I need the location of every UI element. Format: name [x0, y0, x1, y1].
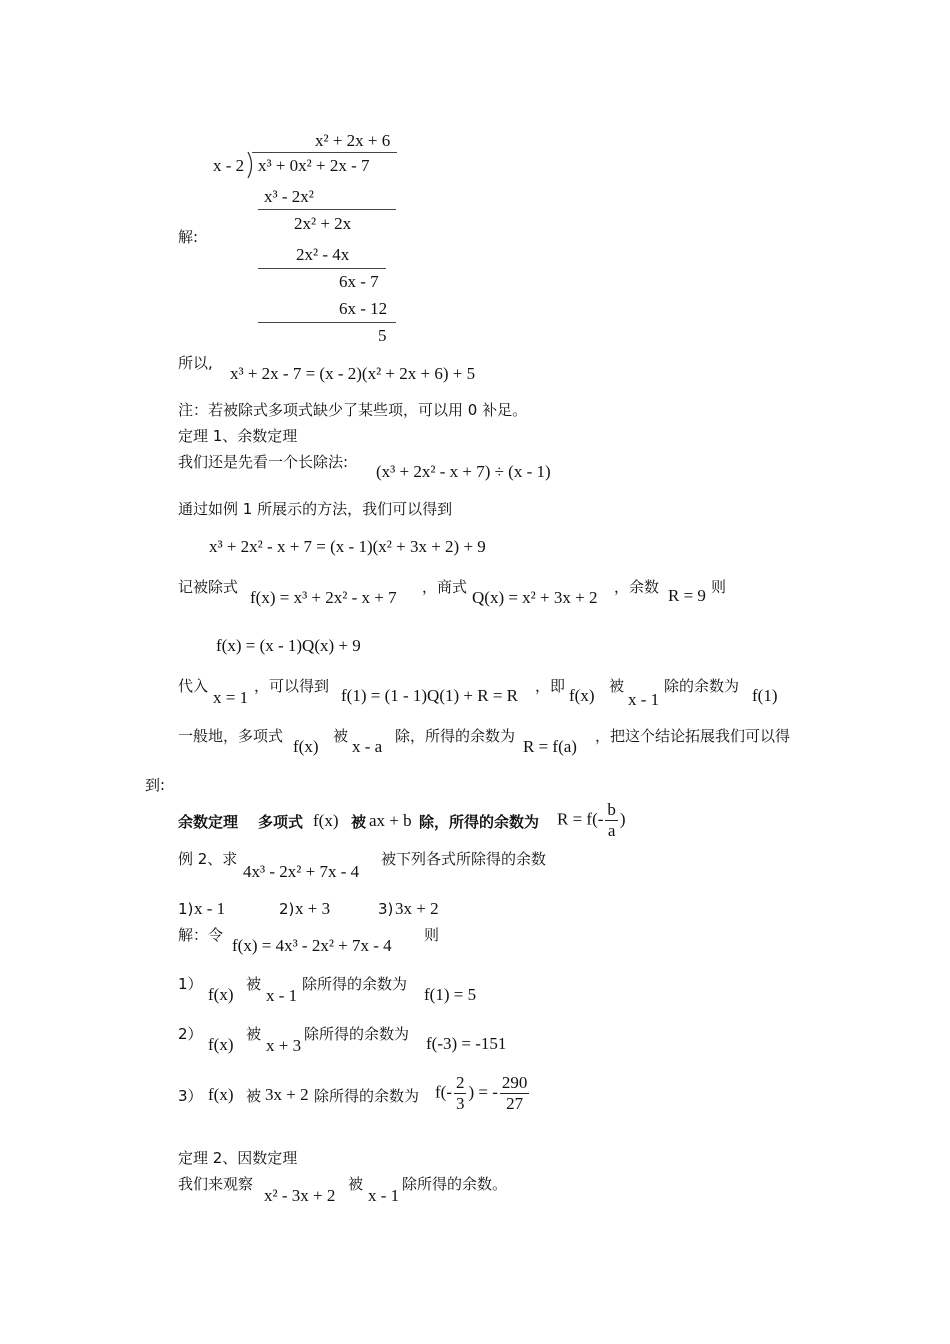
solution2-fx: f(x) = 4x³ - 2x² + 7x - 4 — [232, 936, 392, 955]
division-bar — [252, 152, 397, 153]
conclusion-label: 所以, — [178, 354, 213, 372]
solution2-then: 则 — [424, 926, 440, 944]
statement-poly: 多项式 — [258, 813, 304, 831]
answer-2-bei: 被 — [246, 1025, 262, 1043]
theorem1-intro: 我们还是先看一个长除法: — [178, 453, 349, 471]
answer-3-divisor: 3x + 2 — [265, 1085, 309, 1104]
answer-3-fx: f(x) — [208, 1085, 234, 1104]
answer-1-fx: f(x) — [208, 985, 234, 1004]
option-3-num: 3) — [378, 900, 394, 918]
identity-formula: x³ + 2x² - x + 7 = (x - 1)(x² + 3x + 2) + 9 — [209, 537, 486, 556]
general-end: 到: — [145, 776, 166, 794]
division-step2: 2x² + 2x — [294, 214, 352, 233]
then-word: 则 — [711, 578, 727, 596]
answer-1-divisor: x - 1 — [266, 986, 298, 1005]
ie-word: ，即 — [535, 677, 566, 695]
statement-text: 除，所得的余数为 — [419, 813, 540, 831]
division-step1: x³ - 2x² — [264, 187, 314, 206]
general-bei: 被 — [333, 727, 349, 745]
answer-2-text: 除所得的余数为 — [304, 1025, 410, 1043]
answer-2-num: 2） — [178, 1025, 203, 1043]
statement-title: 余数定理 — [178, 813, 239, 831]
remainder-label: ，余数 — [614, 578, 660, 596]
statement-R: R = f(- — [557, 809, 604, 829]
ie-text: 除的余数为 — [664, 677, 740, 695]
statement-close: ) — [619, 809, 626, 829]
answer-3-res-mid: ) = - — [468, 1082, 498, 1102]
solution2-label: 解：令 — [178, 926, 224, 944]
division-step5: 6x - 12 — [339, 299, 388, 318]
conclusion-formula: x³ + 2x - 7 = (x - 2)(x² + 2x + 6) + 5 — [230, 364, 476, 383]
note-text: 注：若被除式多项式缺少了某些项，可以用 0 补足。 — [178, 401, 528, 419]
answer-1-bei: 被 — [246, 975, 262, 993]
statement-den: a — [607, 821, 616, 840]
ie-bei: 被 — [609, 677, 625, 695]
ie-fx: f(x) — [569, 686, 595, 705]
theorem2-divisor: x - 1 — [368, 1186, 400, 1205]
option-2-expr: x + 3 — [295, 899, 331, 918]
option-2-num: 2) — [279, 900, 295, 918]
example2-poly: 4x³ - 2x² + 7x - 4 — [243, 862, 360, 881]
substitute-formula: x = 1 — [213, 688, 249, 707]
division-step4: 6x - 7 — [339, 272, 379, 291]
answer-2-fx: f(x) — [208, 1035, 234, 1054]
theorem2-text1: 我们来观察 — [178, 1175, 254, 1193]
answer-3-result — [435, 1073, 531, 1114]
answer-3-num: 3） — [178, 1087, 203, 1105]
statement-formula — [557, 800, 626, 841]
theorem2-bei: 被 — [348, 1175, 364, 1193]
general-label: 一般地，多项式 — [178, 727, 284, 745]
general-fx: f(x) — [293, 737, 319, 756]
statement-num: b — [607, 800, 616, 819]
answer-1-text: 除所得的余数为 — [302, 975, 408, 993]
statement-bei: 被 — [351, 813, 367, 831]
division-rule-3 — [258, 322, 396, 323]
answer-3-arg-den: 3 — [455, 1094, 465, 1113]
record-fx: f(x) = x³ + 2x² - x + 7 — [250, 588, 397, 607]
answer-3-val-den: 27 — [506, 1094, 524, 1113]
option-1-num: 1) — [178, 900, 194, 918]
statement-fx: f(x) — [313, 811, 339, 830]
answer-1-num: 1） — [178, 975, 203, 993]
theorem2-poly: x² - 3x + 2 — [264, 1186, 336, 1205]
ie-divisor: x - 1 — [628, 690, 660, 709]
division-rule-1 — [258, 209, 396, 210]
division-dividend: x³ + 0x² + 2x - 7 — [258, 156, 370, 175]
example2-label: 例 2、求 — [178, 850, 238, 868]
substitute-label: 代入 — [178, 677, 209, 695]
general-divisor: x - a — [352, 737, 383, 756]
division-remainder: 5 — [378, 326, 387, 345]
ie-f1: f(1) — [752, 686, 778, 705]
division-divisor: x - 2 — [213, 156, 245, 175]
option-1-expr: x - 1 — [194, 899, 226, 918]
quotient-label: ，商式 — [422, 578, 468, 596]
substitute-result: f(1) = (1 - 1)Q(1) + R = R — [341, 686, 519, 705]
theorem2-title: 定理 2、因数定理 — [178, 1149, 298, 1167]
statement-divisor: ax + b — [369, 811, 412, 830]
division-rule-2 — [258, 268, 386, 269]
option-3-expr: 3x + 2 — [395, 899, 439, 918]
division-step3: 2x² - 4x — [296, 245, 350, 264]
quotient-formula: Q(x) = x² + 3x + 2 — [472, 588, 598, 607]
division-quotient: x² + 2x + 6 — [315, 131, 391, 150]
general-formula: R = f(a) — [523, 737, 577, 756]
answer-3-res-pre: f(- — [435, 1082, 452, 1102]
answer-2-divisor: x + 3 — [266, 1036, 302, 1055]
answer-3-bei: 被 — [246, 1087, 262, 1105]
answer-1-result: f(1) = 5 — [424, 985, 477, 1004]
answer-3-val-num: 290 — [501, 1073, 528, 1092]
answer-3-arg-num: 2 — [455, 1073, 465, 1092]
answer-3-text: 除所得的余数为 — [314, 1087, 420, 1105]
answer-2-result: f(-3) = -151 — [426, 1034, 507, 1053]
method-line: 通过如例 1 所展示的方法，我们可以得到 — [178, 500, 453, 518]
theorem1-intro-formula: (x³ + 2x² - x + 7) ÷ (x - 1) — [376, 462, 551, 481]
example2-text: 被下列各式所除得的余数 — [381, 850, 547, 868]
fx-equation: f(x) = (x - 1)Q(x) + 9 — [216, 636, 361, 655]
record-label: 记被除式 — [178, 578, 239, 596]
remainder-formula: R = 9 — [668, 586, 706, 605]
theorem1-title: 定理 1、余数定理 — [178, 427, 298, 445]
general-tail: ，把这个结论拓展我们可以得 — [595, 727, 791, 745]
solution-label: 解: — [178, 228, 199, 246]
substitute-text: ，可以得到 — [254, 677, 330, 695]
theorem2-text2: 除所得的余数。 — [402, 1175, 508, 1193]
general-text: 除，所得的余数为 — [395, 727, 516, 745]
division-bracket — [246, 151, 256, 179]
